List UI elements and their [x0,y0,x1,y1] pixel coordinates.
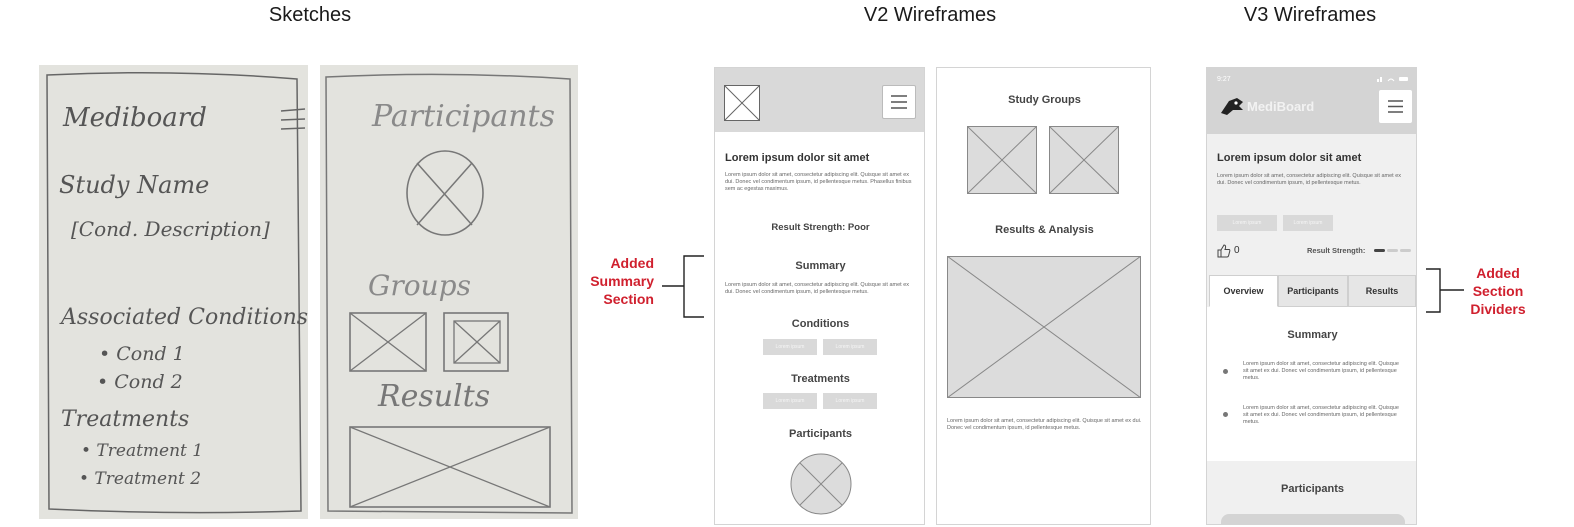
status-time: 9:27 [1217,76,1231,83]
v3-chip[interactable]: Lorem ipsum [1217,215,1277,231]
sketch-associated-conditions: Associated Conditions [61,305,308,330]
status-icons [1375,75,1411,83]
v3-result-strength: Result Strength: [1307,246,1366,255]
v2-result-strength: Result Strength: Poor [771,222,870,233]
v2-condition-chip[interactable]: Lorem ipsum [823,339,877,355]
v2-summary-heading: Summary [795,260,846,272]
sketch-cond-2: • Cond 2 [97,371,183,393]
sketch-treatment-1: • Treatment 1 [81,441,204,461]
v3-participants-card [1221,514,1405,525]
sketch-app-name: Mediboard [63,103,207,133]
study-group-image-placeholder [1049,126,1119,194]
v2-page-title: Lorem ipsum dolor sit amet [725,152,870,164]
results-chart-placeholder [947,256,1141,398]
v3-menu-button[interactable] [1379,90,1412,123]
v2-wireframes-title: V2 Wireframes [863,4,997,26]
thumbs-up-icon[interactable] [1217,244,1231,258]
strength-meter [1374,249,1412,253]
participants-image-placeholder [789,452,853,516]
annotation-dividers-line-3: Dividers [1470,301,1526,317]
v2-study-groups-heading: Study Groups [1008,94,1081,106]
sketch-results: Results [378,379,491,414]
study-group-image-placeholder [967,126,1037,194]
v2-treatments-heading: Treatments [791,373,850,385]
v3-description: Lorem ipsum dolor sit amet, consectetur adipiscing elit. Quisque sit amet ex dui. Donec vel condimentum ipsum, id pellentesque metus. [1217,173,1402,186]
sketch-participants: Participants [372,99,555,134]
sketch-treatments: Treatments [61,407,190,432]
bullet-dot [1223,412,1228,417]
tab-results[interactable]: Results [1348,275,1416,307]
brand-name: MediBoard [1247,99,1315,114]
v3-page-title: Lorem ipsum dolor sit amet [1217,152,1362,164]
v2-results-heading: Results & Analysis [995,224,1094,236]
v2-condition-chip[interactable]: Lorem ipsum [763,339,817,355]
v3-wireframes-title: V3 Wireframes [1243,4,1377,26]
v2-conditions-heading: Conditions [791,318,850,330]
sketch-cond-1: • Cond 1 [99,343,185,365]
sketch-treatment-2: • Treatment 2 [79,469,202,489]
v3-overview-panel [1207,307,1417,461]
hamburger-icon [883,86,915,118]
v2-description: Lorem ipsum dolor sit amet, consectetur adipiscing elit. Quisque sit amet ex dui. Donec vel condimentum ipsum, id pellentesque metus. Phasellus finibus sem ac egestas maximus. [725,172,912,192]
bullet-dot [1223,369,1228,374]
annotation-summary-line-2: Summary [590,273,654,289]
v3-chip[interactable]: Lorem ipsum [1283,215,1333,231]
v2-results-body: Lorem ipsum dolor sit amet, consectetur adipiscing elit. Quisque sit amet ex dui. Donec vel condimentum ipsum, id pellentesque metus. [947,418,1142,431]
annotation-dividers-bracket [1424,268,1468,314]
sketch-page-1 [39,65,308,519]
v2-participants-heading: Participants [789,428,852,440]
v2-frame-2 [936,67,1151,525]
sketch-page-2 [320,65,578,519]
annotation-dividers-line-1: Added [1476,265,1520,281]
sketch-study-name: Study Name [59,171,210,199]
v2-frame-1 [714,67,925,525]
v3-bullet-2: Lorem ipsum dolor sit amet, consectetur adipiscing elit. Quisque sit amet ex dui. Donec vel condimentum ipsum, id pellentesque metus. [1243,405,1399,425]
hamburger-icon [1379,90,1412,123]
sketch-groups: Groups [368,269,471,302]
logo-placeholder-icon [724,85,760,121]
v3-summary-heading: Summary [1287,329,1338,341]
sketch-cond-description: [Cond. Description] [71,217,270,241]
v2-summary-body: Lorem ipsum dolor sit amet, consectetur adipiscing elit. Quisque sit amet ex dui. Donec vel condimentum ipsum, id pellentesque metus. [725,282,910,295]
annotation-dividers [1466,264,1530,318]
v2-treatment-chip[interactable]: Lorem ipsum [823,393,877,409]
annotation-dividers-line-2: Section [1472,283,1524,299]
v3-participants-heading: Participants [1281,483,1344,495]
v2-treatment-chip[interactable]: Lorem ipsum [763,393,817,409]
tab-overview[interactable]: Overview [1209,275,1278,307]
tab-participants[interactable]: Participants [1278,275,1348,307]
mediboard-logo-icon [1219,96,1245,116]
like-count: 0 [1234,245,1240,256]
v3-bullet-1: Lorem ipsum dolor sit amet, consectetur adipiscing elit. Quisque sit amet ex dui. Donec vel condimentum ipsum, id pellentesque metus. [1243,361,1399,381]
annotation-summary-line-1: Added [610,255,654,271]
v3-tab-bar [1207,275,1417,307]
sketches-title: Sketches [268,4,352,26]
v3-frame [1206,67,1417,525]
annotation-summary-bracket [658,255,708,319]
annotation-summary [576,254,654,308]
menu-button[interactable] [882,85,916,119]
annotation-summary-line-3: Section [603,291,654,307]
